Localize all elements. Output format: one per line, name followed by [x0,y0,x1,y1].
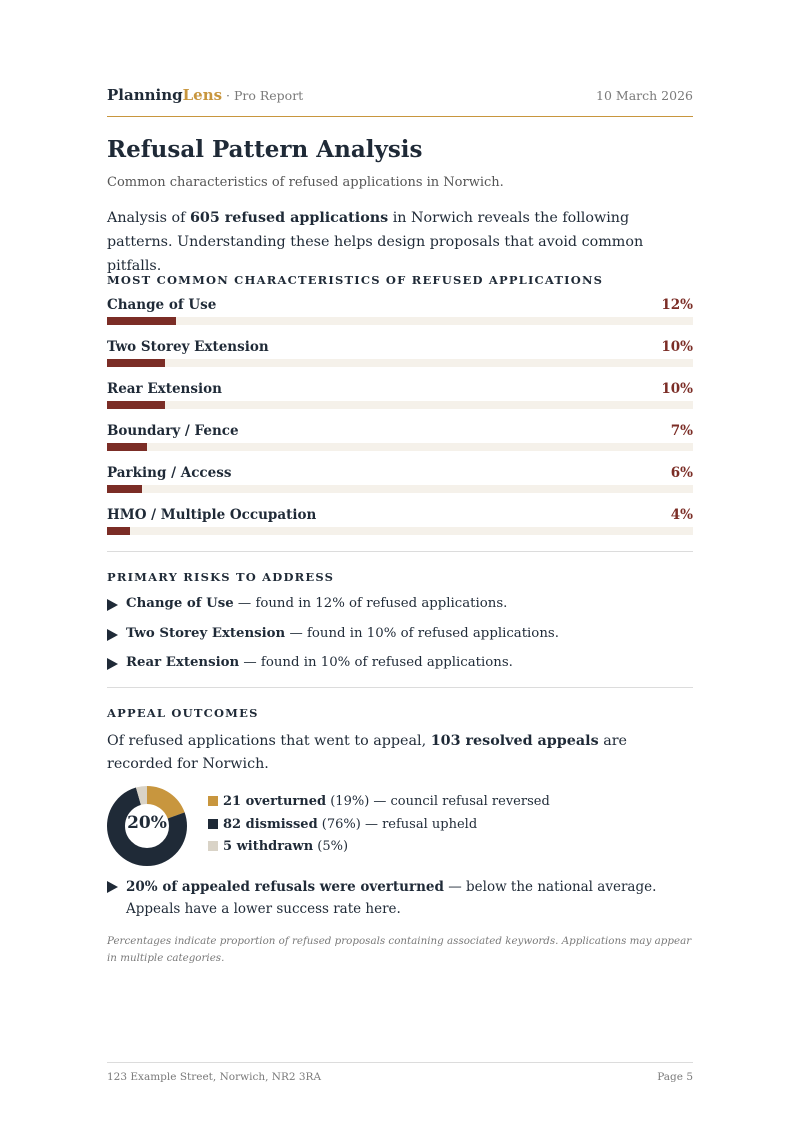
characteristic-bar [107,443,147,451]
characteristic-percent: 4% [670,507,693,523]
risk-detail: — found in 10% of refused applications. [285,626,559,641]
legend-text: (76%) — refusal upheld [317,817,478,832]
takeaway-bold: 20% of appealed refusals were overturned [126,879,444,895]
risk-detail: — found in 10% of refused applications. [239,655,513,670]
characteristic-label: Change of Use [107,297,217,313]
risk-text [126,596,507,611]
legend-item [208,839,348,854]
appeals-heading: APPEAL OUTCOMES [107,706,259,720]
intro-post: in Norwich reveals the following patterns. Understanding these helps design proposals that avoid common pitfalls. [107,210,644,274]
risk-text [126,655,513,670]
characteristic-bar [107,485,142,493]
triangle-bullet-icon [107,599,118,611]
characteristic-bar-track [107,443,693,451]
characteristic-percent: 7% [670,423,693,439]
page-number: Page 5 [657,1071,693,1083]
legend-swatch [208,796,218,806]
characteristic-row [107,423,693,463]
legend-text: (19%) — council refusal reversed [326,794,550,809]
risk-detail: — found in 12% of refused applications. [233,596,508,611]
triangle-bullet-icon [107,629,118,641]
appeals-intro-post: are recorded for Norwich. [107,733,628,772]
legend-count: 82 dismissed [223,817,318,832]
characteristic-row [107,381,693,421]
characteristic-row [107,339,693,379]
footer-divider [107,1062,693,1063]
characteristic-bar-track [107,527,693,535]
intro-paragraph [107,206,693,278]
legend-item [208,794,550,809]
characteristic-row [107,507,693,547]
characteristic-bar [107,527,130,535]
characteristic-bar [107,317,176,325]
takeaway-text [126,876,693,920]
legend-text: (5%) [313,839,349,854]
footer-address: 123 Example Street, Norwich, NR2 3RA [107,1071,322,1083]
characteristic-label: HMO / Multiple Occupation [107,507,317,523]
donut-center-label: 20% [127,813,167,833]
brand-accent: Lens [182,86,223,104]
characteristic-label: Parking / Access [107,465,232,481]
brand-primary: Planning [107,86,183,104]
characteristic-percent: 6% [670,465,693,481]
legend-count: 21 overturned [223,794,327,809]
risk-name: Rear Extension [126,655,240,670]
appeals-intro [107,730,693,776]
characteristic-bar-track [107,359,693,367]
brand-logo [107,86,303,104]
footnote: Percentages indicate proportion of refused proposals containing associated keywords. Applications may appear in multiple categories. [107,935,692,964]
intro-pre: Analysis of [107,210,190,226]
risk-name: Change of Use [126,596,234,611]
triangle-bullet-icon [107,658,118,670]
characteristic-row [107,465,693,505]
characteristic-bar [107,401,165,409]
appeals-intro-pre: Of refused applications that went to appeal, [107,733,431,749]
characteristic-bar-track [107,317,693,325]
characteristic-label: Boundary / Fence [107,423,239,439]
characteristic-percent: 12% [661,297,693,313]
legend-item [208,817,477,832]
characteristic-percent: 10% [661,381,693,397]
characteristic-bar-track [107,401,693,409]
risk-name: Two Storey Extension [126,626,286,641]
takeaway-detail: — below the national average. Appeals have a lower success rate here. [126,879,657,917]
appeals-intro-bold: 103 resolved appeals [430,733,599,749]
report-header [107,84,693,117]
report-date: 10 March 2026 [596,88,693,103]
characteristic-label: Rear Extension [107,381,222,397]
triangle-bullet-icon [107,881,118,893]
section-divider [107,551,693,552]
risks-heading: PRIMARY RISKS TO ADDRESS [107,570,335,584]
legend-swatch [208,841,218,851]
intro-bold: 605 refused applications [189,210,389,226]
section-divider [107,687,693,688]
legend-swatch [208,819,218,829]
brand-sub: · Pro Report [222,88,304,103]
legend-count: 5 withdrawn [223,839,314,854]
characteristic-row [107,297,693,337]
page-title: Refusal Pattern Analysis [107,136,423,163]
characteristic-percent: 10% [661,339,693,355]
characteristic-bar [107,359,165,367]
appeal-donut-chart [107,786,187,866]
page-subtitle: Common characteristics of refused applications in Norwich. [107,175,504,190]
characteristics-heading: MOST COMMON CHARACTERISTICS OF REFUSED APPLICATIONS [107,273,604,287]
characteristic-bar-track [107,485,693,493]
risk-text [126,626,559,641]
characteristic-label: Two Storey Extension [107,339,269,355]
